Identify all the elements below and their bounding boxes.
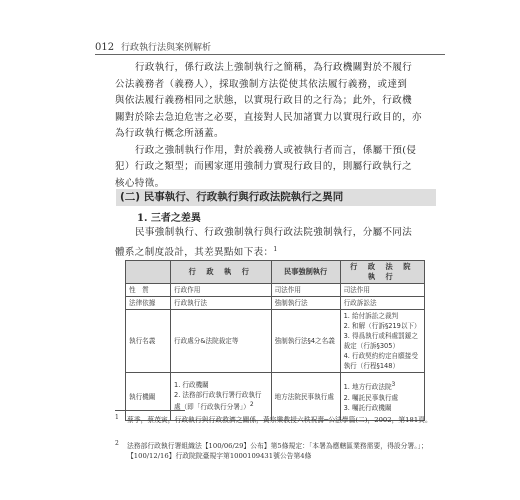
footnote [115, 415, 442, 425]
intro-text [115, 225, 412, 261]
list-item: 2. 法務部行政執行署行政執行處（即「行政執行分署」）$^2$ [174, 391, 262, 412]
footnote-text: 法務部行政執行署組織法【100/06/29】公布】第5條規定：「本署為應轄區業務需要，得設分署。」；【100/12/16】行政院院臺規字第1000109431號公告第4條 [127, 442, 428, 460]
table-row [126, 297, 425, 310]
page-header [95, 40, 211, 53]
table-row [126, 284, 425, 297]
page-number: 012 [95, 42, 115, 53]
list-item: 1. 地方行政法院$^3$ [343, 381, 396, 392]
table-header-blank [126, 261, 171, 284]
row-label: 性 質 [126, 284, 171, 297]
footnote-text: 蔡季，蔡茂寅，行政執行與行政救濟之關係，黃宗樂教授六秩祝壽─公法學篇(二)，2002，第181頁。 [127, 416, 432, 424]
cell-court: 行政訴訟法 [340, 297, 424, 310]
cell-admin: 行政處分&法院裁定等 [171, 310, 272, 373]
footnote-number: 1 [115, 414, 119, 421]
row-label: 執行名義 [126, 310, 171, 373]
body-line: 為行政執行概念所涵蓋。 [115, 128, 224, 139]
table-row [126, 310, 425, 373]
list-item: 2. 和解（行訴§219以下） [343, 322, 421, 330]
cell-admin [171, 373, 272, 421]
row-label: 法律依據 [126, 297, 171, 310]
body-line: 行政執行，係行政法上強制執行之簡稱，為行政機關對於不履行 [135, 62, 413, 73]
list-item: 1. 行政機關 [174, 381, 209, 390]
body-line: 公法義務者（義務人），採取強制方法從使其依法履行義務，或達到 [115, 78, 408, 90]
list-item: 2. 囑託民事執行處 [343, 393, 399, 402]
list-item: 4. 行政契約約定自願接受執行（行程§148） [343, 352, 418, 370]
table-header-court: 行 政 法 院 執 行 [340, 261, 424, 284]
body-line: 與依法履行義務相同之狀態，以實現行政目的之行為；此外，行政機 [115, 95, 413, 106]
section-heading: (二) 民事執行、行政執行與行政法院執行之異同 [116, 189, 436, 206]
footnote-ref[interactable]: 3 [391, 381, 396, 389]
cell-admin: 行政執行法 [171, 297, 272, 310]
list-item: 1. 給付訴訟之裁判 [343, 312, 399, 320]
table-header-admin: 行 政 執 行 [171, 261, 272, 284]
cell-court [340, 373, 424, 421]
footnote-number: 2 [115, 440, 119, 447]
body-line: 犯）行政之類型；而國家運用強制力實現行政目的，則屬行政執行之 [115, 161, 413, 172]
footnote-rule [115, 410, 185, 411]
cell-civil: 地方法院民事執行處 [271, 373, 340, 421]
body-line: 核心特徵。 [115, 177, 165, 189]
body-line: 關對於除去急迫危害之必要，直接對人民加諸實力以實現行政目的，亦 [115, 111, 422, 123]
running-title: 行政執行法與案例解析 [120, 43, 211, 53]
table-header-row [126, 261, 425, 284]
footnote-ref[interactable]: 2 [249, 401, 254, 409]
intro-line: 體系之制度設計，其差異點如下表：$^1$ [115, 245, 278, 258]
comparison-table [125, 260, 425, 421]
row-label: 執行機關 [126, 373, 171, 421]
cell-civil: 司法作用 [271, 284, 340, 297]
footnote-ref[interactable]: 1 [273, 245, 278, 253]
subsection-heading: 1. 三者之差異 [137, 213, 201, 224]
cell-admin: 行政作用 [171, 284, 272, 297]
footnote [115, 441, 442, 461]
table-row [126, 373, 425, 421]
cell-court: 司法作用 [340, 284, 424, 297]
body-text [115, 60, 422, 192]
cell-civil: 強制執行法 [271, 297, 340, 310]
list-item: 3. 得爲執行或科處罰鍰之裁定（行訴§305） [343, 332, 418, 350]
cell-court [340, 310, 424, 373]
header-rule [95, 54, 445, 55]
list-item: 3. 囑託行政機關 [343, 403, 392, 412]
intro-line: 民事強制執行、行政強制執行與行政法院強制執行，分屬不同法 [135, 227, 413, 238]
body-line: 行政之強制執行作用，對於義務人或被執行者而言，係屬干預(侵 [135, 144, 417, 156]
cell-civil: 強制執行法§4之名義 [271, 310, 340, 373]
table-header-civil: 民事強制執行 [271, 261, 340, 284]
